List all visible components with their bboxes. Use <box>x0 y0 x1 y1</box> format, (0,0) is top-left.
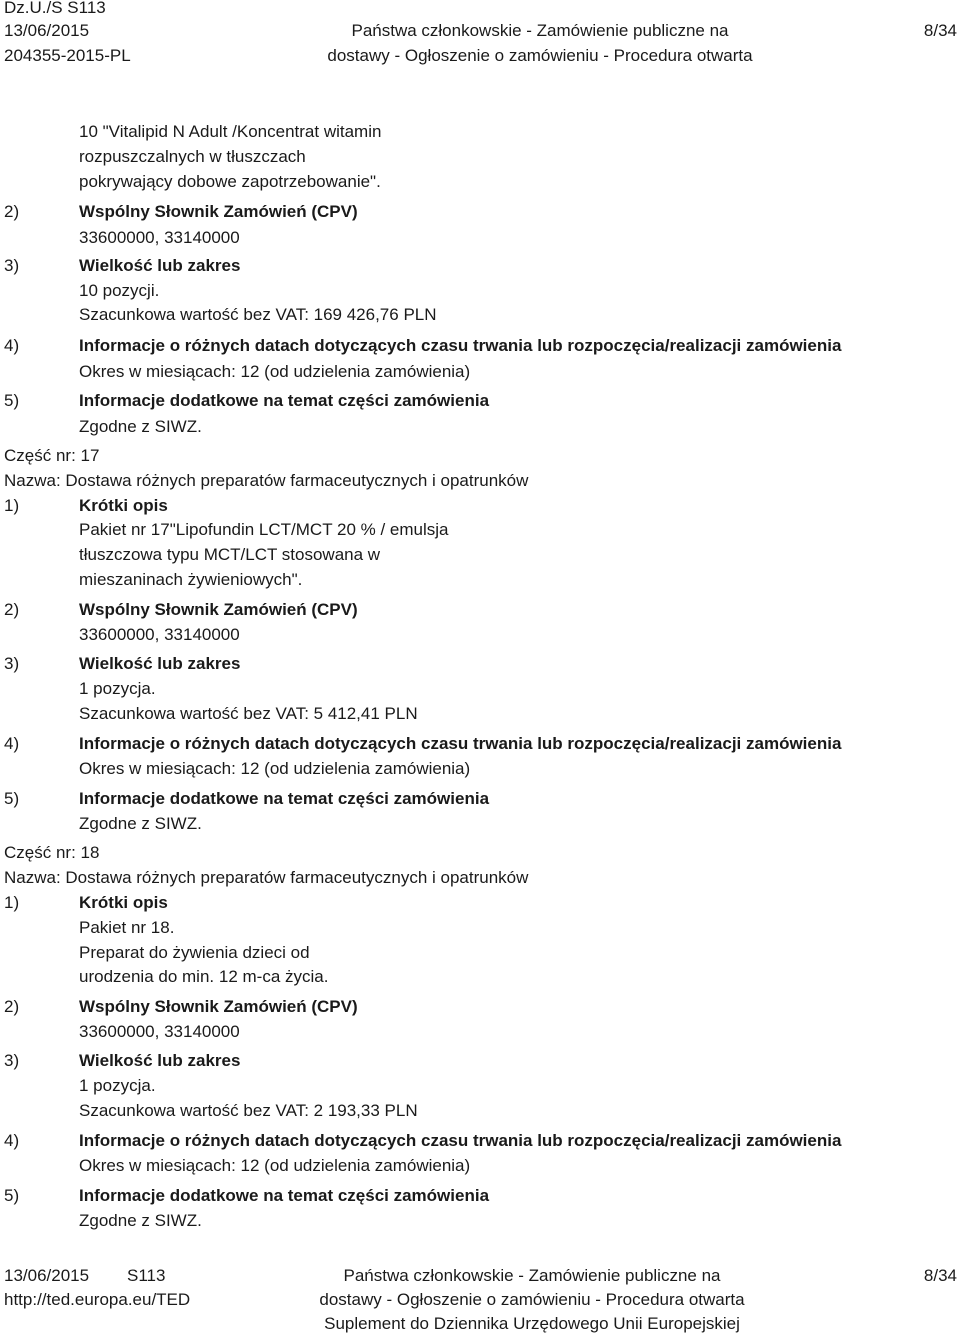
footer-title-line2: dostawy - Ogłoszenie o zamówieniu - Procedura otwarta <box>319 1290 745 1309</box>
info-text: Zgodne z SIWZ. <box>79 814 202 833</box>
section-number: 3) <box>4 256 20 275</box>
section-number: 5) <box>4 391 20 410</box>
section-heading-size: Wielkość lub zakres <box>79 1051 241 1070</box>
cpv-codes: 33600000, 33140000 <box>79 625 240 644</box>
footer-page-number: 8/34 <box>923 1266 957 1285</box>
section-heading-dates: Informacje o różnych datach dotyczących czasu trwania lub rozpoczęcia/realizacji zamówienia <box>79 734 842 753</box>
header-date: 13/06/2015 <box>4 21 90 40</box>
desc-line: Preparat do żywienia dzieci od <box>79 943 310 962</box>
section-number: 2) <box>4 600 20 619</box>
size-text: 1 pozycja. <box>79 679 156 698</box>
desc-line: mieszaninach żywieniowych". <box>79 570 303 589</box>
size-text: 10 pozycji. <box>79 281 160 300</box>
desc-line: Pakiet nr 17"Lipofundin LCT/MCT 20 % / emulsja <box>79 520 449 539</box>
section-number: 4) <box>4 734 20 753</box>
footer-title-line3: Suplement do Dziennika Urzędowego Unii Europejskiej <box>324 1314 740 1333</box>
duration-text: Okres w miesiącach: 12 (od udzielenia zamówienia) <box>79 362 471 381</box>
section-heading-info: Informacje dodatkowe na temat części zamówienia <box>79 1186 490 1205</box>
section-number: 1) <box>4 496 20 515</box>
estimated-value: Szacunkowa wartość bez VAT: 5 412,41 PLN <box>79 704 418 723</box>
desc-line: pokrywający dobowe zapotrzebowanie". <box>79 172 381 191</box>
header-title-line1: Państwa członkowskie - Zamówienie publiczne na <box>351 21 729 40</box>
section-heading-description: Krótki opis <box>79 893 168 912</box>
duration-text: Okres w miesiącach: 12 (od udzielenia zamówienia) <box>79 1156 471 1175</box>
section-number: 2) <box>4 997 20 1016</box>
estimated-value: Szacunkowa wartość bez VAT: 2 193,33 PLN <box>79 1101 418 1120</box>
journal-ref: Dz.U./S S113 <box>4 0 106 17</box>
section-number: 2) <box>4 202 20 221</box>
part-name: Nazwa: Dostawa różnych preparatów farmaceutycznych i opatrunków <box>4 471 529 490</box>
section-heading-dates: Informacje o różnych datach dotyczących czasu trwania lub rozpoczęcia/realizacji zamówienia <box>79 1131 842 1150</box>
section-number: 1) <box>4 893 20 912</box>
info-text: Zgodne z SIWZ. <box>79 1211 202 1230</box>
desc-line: Pakiet nr 18. <box>79 918 175 937</box>
section-number: 5) <box>4 789 20 808</box>
desc-line: rozpuszczalnych w tłuszczach <box>79 147 306 166</box>
part-name: Nazwa: Dostawa różnych preparatów farmaceutycznych i opatrunków <box>4 868 529 887</box>
section-heading-info: Informacje dodatkowe na temat części zamówienia <box>79 391 490 410</box>
duration-text: Okres w miesiącach: 12 (od udzielenia zamówienia) <box>79 759 471 778</box>
info-text: Zgodne z SIWZ. <box>79 417 202 436</box>
section-number: 4) <box>4 1131 20 1150</box>
footer-issue: S113 <box>127 1266 166 1285</box>
notice-id: 204355-2015-PL <box>4 46 131 65</box>
section-heading-size: Wielkość lub zakres <box>79 256 241 275</box>
section-heading-dates: Informacje o różnych datach dotyczących czasu trwania lub rozpoczęcia/realizacji zamówienia <box>79 336 842 355</box>
cpv-codes: 33600000, 33140000 <box>79 228 240 247</box>
header-title-line2: dostawy - Ogłoszenie o zamówieniu - Procedura otwarta <box>327 46 753 65</box>
section-heading-cpv: Wspólny Słownik Zamówień (CPV) <box>79 997 358 1016</box>
desc-line: 10 "Vitalipid N Adult /Koncentrat witamin <box>79 122 382 141</box>
footer-date: 13/06/2015 <box>4 1266 90 1285</box>
section-heading-cpv: Wspólny Słownik Zamówień (CPV) <box>79 202 358 221</box>
part-number: Część nr: 17 <box>4 446 100 465</box>
footer-title-line1: Państwa członkowskie - Zamówienie publiczne na <box>343 1266 721 1285</box>
desc-line: urodzenia do min. 12 m-ca życia. <box>79 967 329 986</box>
section-number: 3) <box>4 654 20 673</box>
section-heading-description: Krótki opis <box>79 496 168 515</box>
footer-url[interactable]: http://ted.europa.eu/TED <box>4 1290 191 1309</box>
section-heading-cpv: Wspólny Słownik Zamówień (CPV) <box>79 600 358 619</box>
estimated-value: Szacunkowa wartość bez VAT: 169 426,76 PLN <box>79 305 437 324</box>
section-number: 3) <box>4 1051 20 1070</box>
part-number: Część nr: 18 <box>4 843 100 862</box>
desc-line: tłuszczowa typu MCT/LCT stosowana w <box>79 545 381 564</box>
section-heading-info: Informacje dodatkowe na temat części zamówienia <box>79 789 490 808</box>
size-text: 1 pozycja. <box>79 1076 156 1095</box>
section-heading-size: Wielkość lub zakres <box>79 654 241 673</box>
cpv-codes: 33600000, 33140000 <box>79 1022 240 1041</box>
header-page-number: 8/34 <box>923 21 957 40</box>
section-number: 4) <box>4 336 20 355</box>
section-number: 5) <box>4 1186 20 1205</box>
